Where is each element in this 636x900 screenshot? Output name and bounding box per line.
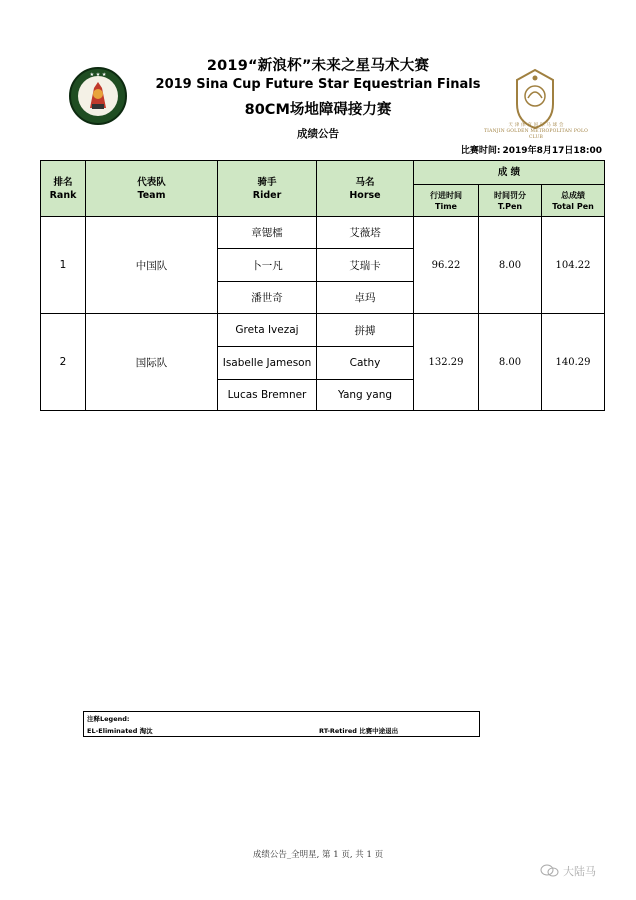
header-horse — [317, 161, 414, 217]
time-cell: 132.29 — [414, 314, 479, 411]
header-rank-en: Rank — [49, 189, 77, 201]
header-total-cn: 总成绩 — [561, 190, 585, 200]
watermark — [540, 863, 596, 879]
header-rider — [218, 161, 317, 217]
tpen-cell: 8.00 — [479, 314, 542, 411]
header-time-cn: 行进时间 — [430, 190, 462, 200]
match-time-value: 2019年8月17日18:00 — [502, 146, 602, 156]
header-tpen — [479, 185, 542, 217]
header-tpen-cn: 时间罚分 — [494, 190, 526, 200]
header-team — [86, 161, 218, 217]
horse-cell: 卓玛 — [317, 282, 414, 314]
horse-cell: Cathy — [317, 347, 414, 380]
team-cell: 国际队 — [86, 314, 218, 411]
rider-cell: Isabelle Jameson — [218, 347, 317, 380]
header-horse-en: Horse — [349, 189, 381, 201]
legend-retired: RT-Retired 比赛中途退出 — [319, 727, 399, 735]
total-cell: 104.22 — [542, 217, 605, 314]
title-english: 2019 Sina Cup Future Star Equestrian Finals — [155, 77, 481, 92]
header-team-en: Team — [137, 189, 166, 201]
header-tpen-en: T.Pen — [497, 201, 523, 211]
time-cell: 96.22 — [414, 217, 479, 314]
total-cell: 140.29 — [542, 314, 605, 411]
rider-cell: Greta Ivezaj — [218, 314, 317, 347]
rank-cell: 2 — [41, 314, 86, 411]
header-rank-cn: 排名 — [53, 176, 73, 188]
header-total-en: Total Pen — [552, 201, 594, 211]
header-horse-cn: 马名 — [355, 176, 375, 188]
page-footer: 成绩公告_全明星, 第 1 页, 共 1 页 — [252, 850, 384, 860]
header-team-cn: 代表队 — [137, 176, 166, 188]
chat-bubble-icon — [540, 864, 560, 878]
rider-cell: Lucas Bremner — [218, 380, 317, 411]
rider-cell: 潘世奇 — [218, 282, 317, 314]
announcement-subtitle: 成绩公告 — [297, 128, 339, 140]
horse-cell: 拼搏 — [317, 314, 414, 347]
header-time — [414, 185, 479, 217]
legend-title: 注释Legend: — [87, 715, 130, 723]
horse-cell: 艾薇塔 — [317, 217, 414, 249]
header-time-en: Time — [435, 201, 457, 211]
rider-cell: 章锶檑 — [218, 217, 317, 249]
header-rank — [41, 161, 86, 217]
header-total — [542, 185, 605, 217]
legend-eliminated: EL-Eliminated 淘汰 — [87, 727, 153, 735]
match-time-label: 比赛时间: — [460, 146, 501, 156]
tpen-cell: 8.00 — [479, 217, 542, 314]
header-rider-cn: 骑手 — [257, 176, 277, 188]
watermark-text: 大陆马 — [563, 865, 596, 878]
match-time — [461, 143, 602, 156]
header-rider-en: Rider — [252, 189, 282, 201]
svg-text:★ ★ ★: ★ ★ ★ — [89, 72, 107, 78]
results-table — [40, 160, 605, 411]
right-logo-caption-en: TIANJIN GOLDEN METROPOLITAN POLO CLUB — [483, 129, 589, 140]
rider-cell: 卜一凡 — [218, 249, 317, 282]
rank-cell: 1 — [41, 217, 86, 314]
right-logo-caption-cn: 天 津 体 育 国 际 马 球 会 — [508, 123, 564, 128]
table-row — [41, 217, 605, 249]
team-cell: 中国队 — [86, 217, 218, 314]
event-title: 80CM场地障碍接力赛 — [244, 102, 392, 118]
horse-cell: 艾瑞卡 — [317, 249, 414, 282]
legend-box — [83, 711, 480, 737]
horse-cell: Yang yang — [317, 380, 414, 411]
header-score: 成 绩 — [414, 161, 605, 185]
title-chinese: 2019“新浪杯”未来之星马术大赛 — [206, 58, 430, 74]
table-row — [41, 314, 605, 347]
